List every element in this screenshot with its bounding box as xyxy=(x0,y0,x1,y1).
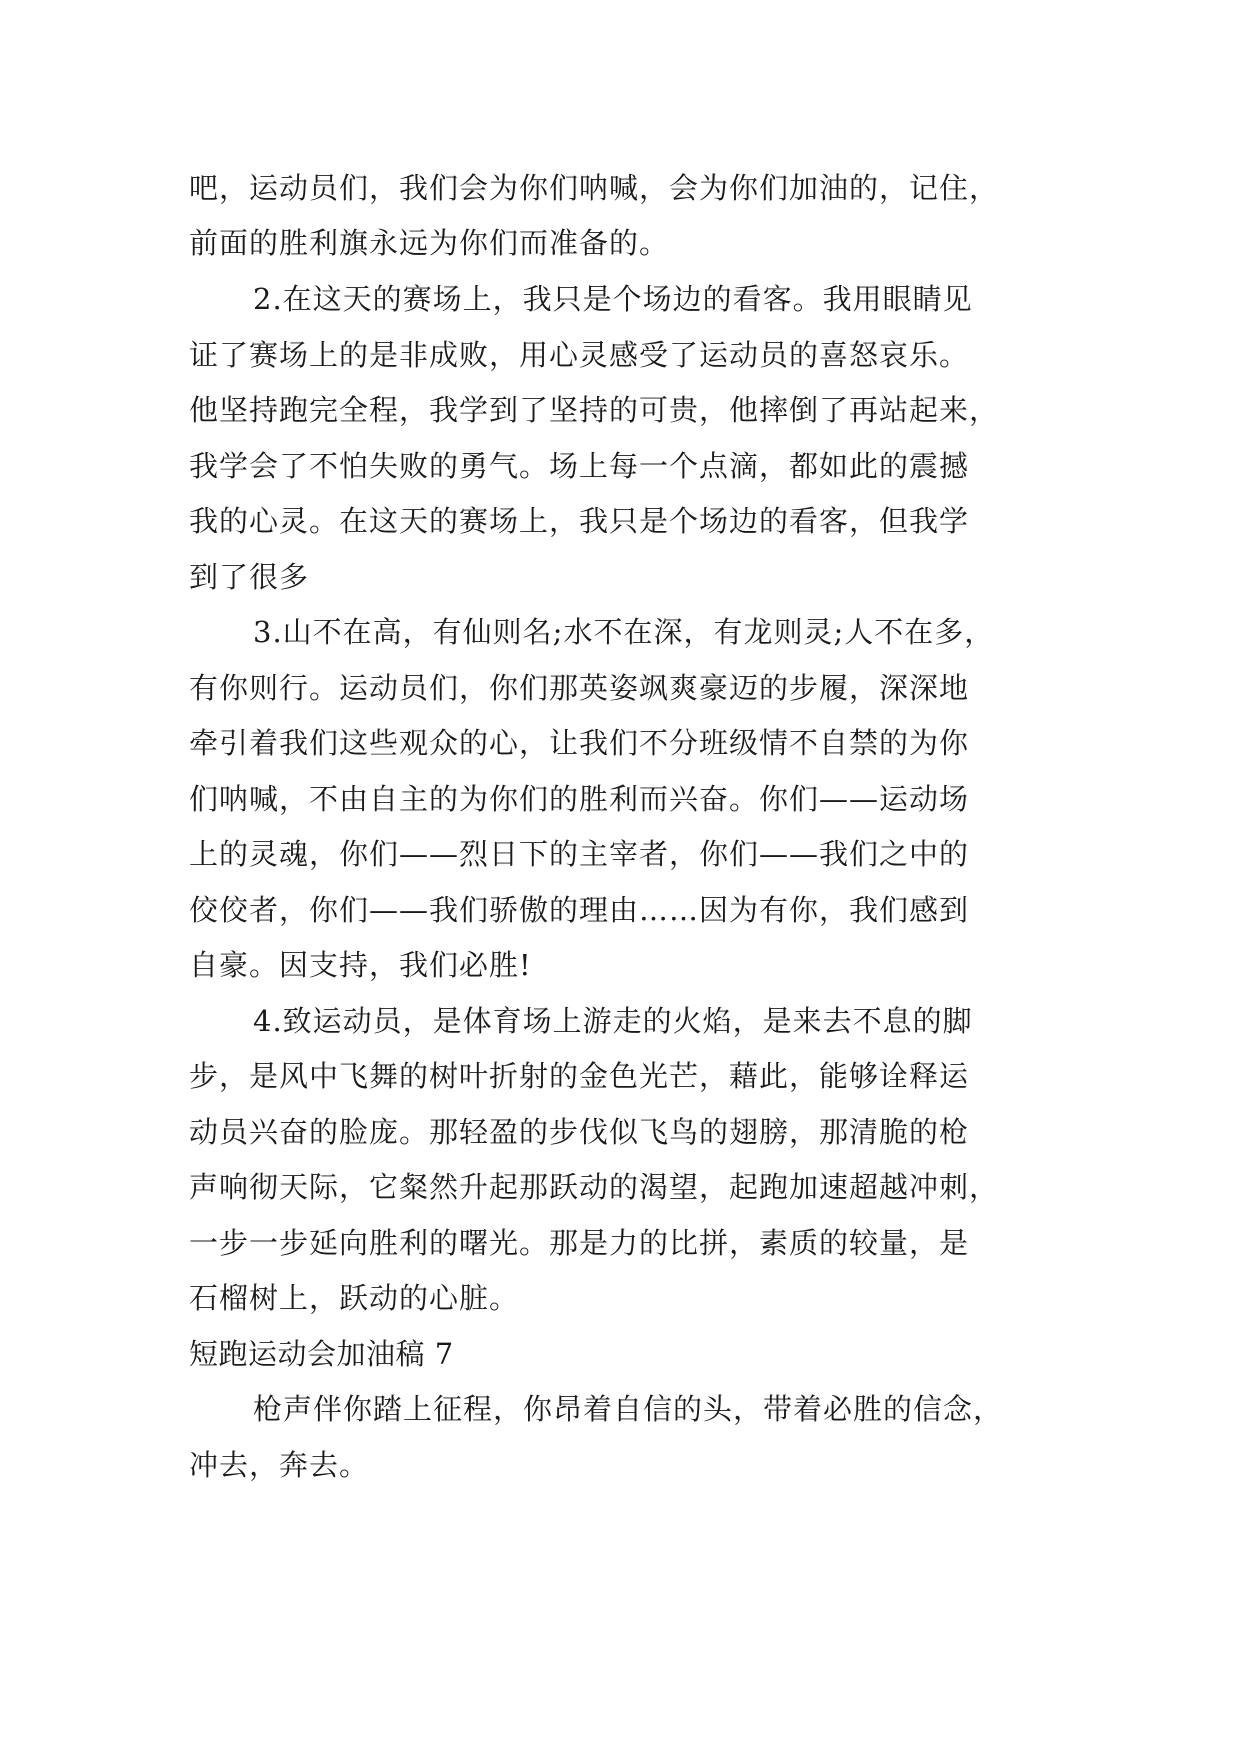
paragraph-line: 牵引着我们这些观众的心，让我们不分班级情不自禁的为你 xyxy=(189,726,970,760)
paragraph-line: 动员兴奋的脸庞。那轻盈的步伐似飞鸟的翅膀，那清脆的枪 xyxy=(189,1115,970,1149)
paragraph-line: 佼佼者，你们——我们骄傲的理由……因为有你，我们感到 xyxy=(189,893,970,927)
paragraph-line: 证了赛场上的是非成败，用心灵感受了运动员的喜怒哀乐。 xyxy=(189,338,970,372)
paragraph-line: 冲去，奔去。 xyxy=(189,1448,370,1482)
paragraph-line: 3.山不在高，有仙则名;水不在深，有龙则灵;人不在多， xyxy=(253,615,995,649)
paragraph-line: 有你则行。运动员们，你们那英姿飒爽豪迈的步履，深深地 xyxy=(189,671,970,705)
paragraph-line: 我学会了不怕失败的勇气。场上每一个点滴，都如此的震撼 xyxy=(189,449,970,483)
paragraph-line: 到了很多 xyxy=(189,560,310,594)
paragraph-line: 上的灵魂，你们——烈日下的主宰者，你们——我们之中的 xyxy=(189,837,970,871)
paragraph-line: 枪声伴你踏上征程，你昂着自信的头，带着必胜的信念， xyxy=(253,1392,1004,1426)
paragraph-line: 自豪。因支持，我们必胜! xyxy=(189,948,532,982)
paragraph-line: 4.致运动员，是体育场上游走的火焰，是来去不息的脚 xyxy=(253,1004,973,1038)
paragraph-line: 他坚持跑完全程，我学到了坚持的可贵，他摔倒了再站起来， xyxy=(189,393,1000,427)
paragraph-line: 一步一步延向胜利的曙光。那是力的比拼，素质的较量，是 xyxy=(189,1226,970,1260)
paragraph-line: 吧，运动员们，我们会为你们呐喊，会为你们加油的，记住， xyxy=(189,171,1000,205)
paragraph-line: 步，是风中飞舞的树叶折射的金色光芒，藉此，能够诠释运 xyxy=(189,1059,970,1093)
paragraph-line: 们呐喊，不由自主的为你们的胜利而兴奋。你们——运动场 xyxy=(189,782,970,816)
paragraph-line: 石榴树上，跃动的心脏。 xyxy=(189,1281,520,1315)
paragraph-line: 前面的胜利旗永远为你们而准备的。 xyxy=(189,226,670,260)
paragraph-line: 我的心灵。在这天的赛场上，我只是个场边的看客，但我学 xyxy=(189,504,970,538)
section-title: 短跑运动会加油稿 7 xyxy=(189,1337,454,1371)
paragraph-line: 2.在这天的赛场上，我只是个场边的看客。我用眼睛见 xyxy=(253,282,973,316)
paragraph-line: 声响彻天际，它粲然升起那跃动的渴望，起跑加速超越冲刺， xyxy=(189,1170,1000,1204)
